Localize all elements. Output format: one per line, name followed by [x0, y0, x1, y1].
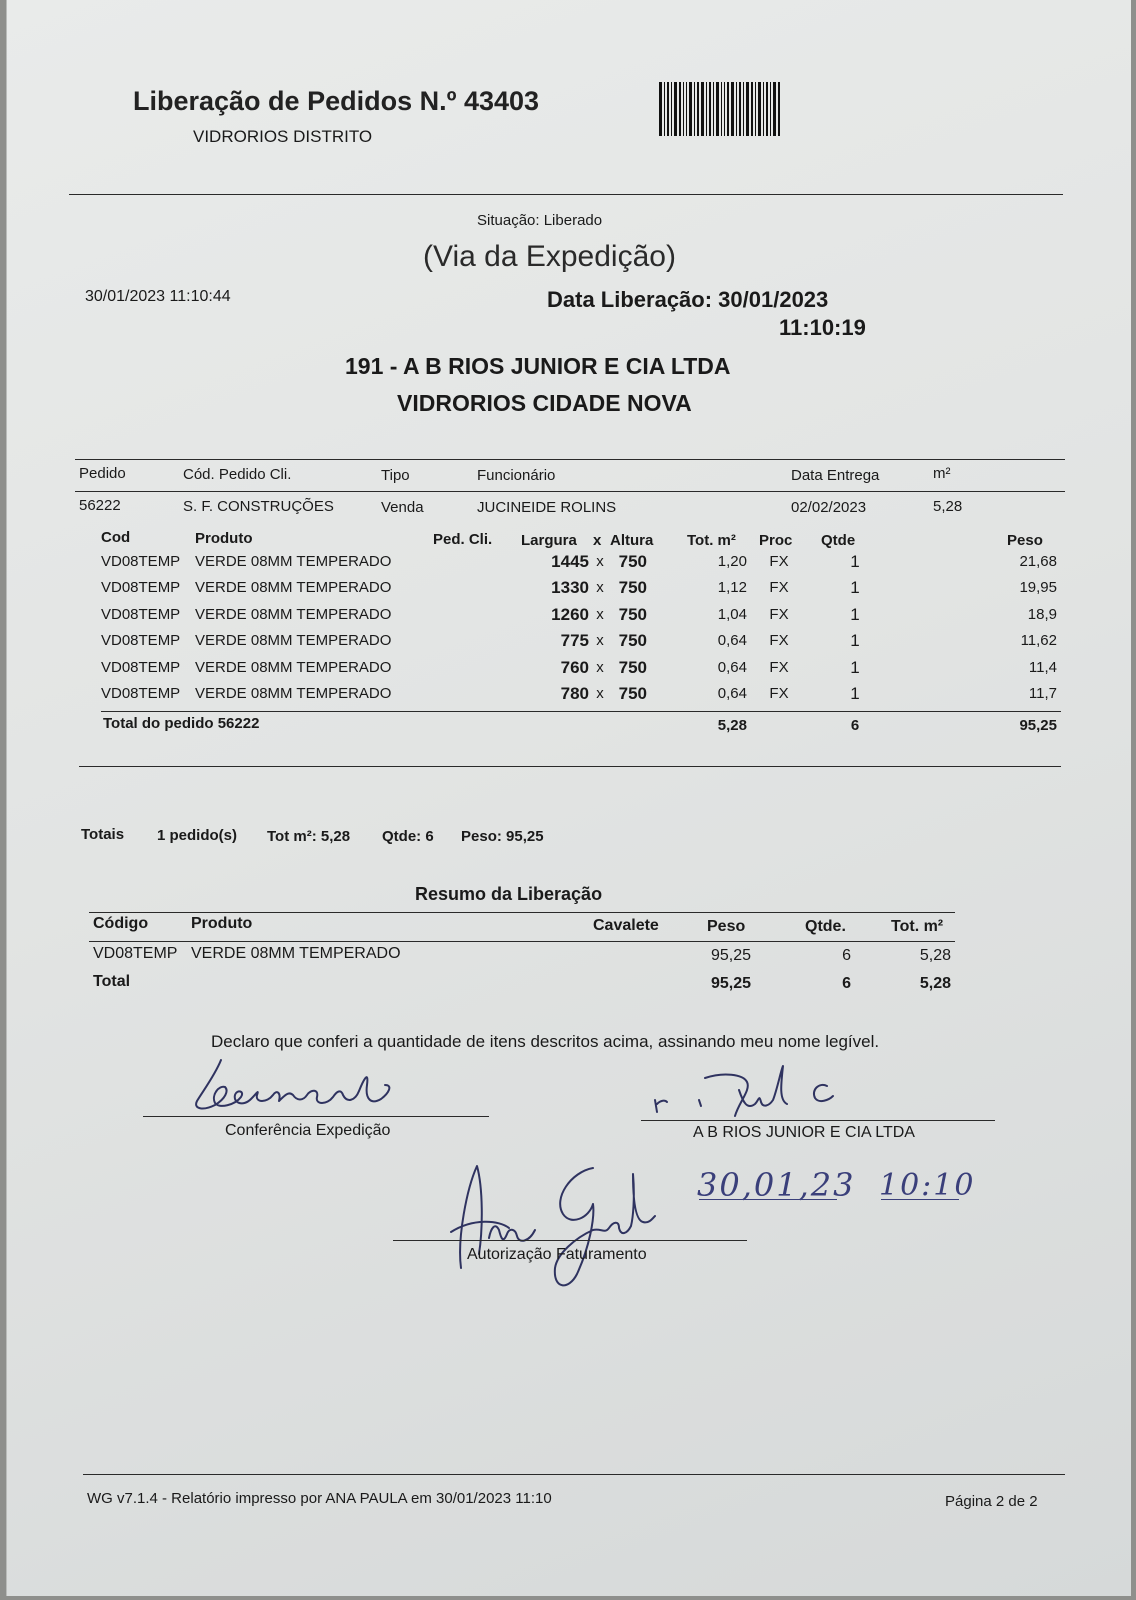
item-proc-cell: FX [769, 658, 789, 676]
barcode-icon [659, 82, 835, 136]
item-altura-cell: 750 [618, 552, 647, 571]
declaration-text: Declaro que conferi a quantidade de itens descritos acima, assinando meu nome legível. [211, 1032, 880, 1051]
resumo-col-qtde: Qtde. [805, 918, 846, 935]
conferencia-signature [185, 1055, 415, 1117]
resumo-total-label: Total [93, 973, 131, 990]
order-pedido-value: 56222 [79, 497, 121, 514]
header-divider [69, 194, 1063, 195]
totais-tot-m2: Tot m²: 5,28 [267, 828, 351, 845]
item-largura-cell: 1330 [551, 578, 589, 598]
handwritten-date-underline [699, 1199, 837, 1200]
item-largura-cell: 760 [560, 657, 589, 677]
resumo-col-tot-m2: Tot. m² [891, 918, 944, 935]
resumo-col-cavalete: Cavalete [593, 917, 659, 934]
item-x-cell: x [596, 553, 604, 570]
autorizacao-label: Autorização Faturamento [467, 1246, 647, 1263]
item-produto-cell: VERDE 08MM TEMPERADO [195, 685, 392, 702]
resumo-row-produto: VERDE 08MM TEMPERADO [191, 945, 401, 962]
store-line: VIDRORIOS CIDADE NOVA [397, 390, 692, 416]
order-m2-value: 5,28 [933, 498, 963, 515]
resumo-total-peso: 95,25 [710, 975, 751, 992]
resumo-total-qtde: 6 [842, 975, 851, 992]
handwritten-date: 30,01,23 [697, 1166, 856, 1204]
items-total-tot-m2: 5,28 [717, 717, 747, 734]
item-altura-cell: 750 [618, 684, 647, 703]
items-col-peso: Peso [1007, 532, 1043, 549]
item-proc-cell: FX [769, 553, 789, 570]
item-qtde-cell: 1 [850, 631, 860, 651]
totais-qtde: Qtde: 6 [382, 828, 434, 845]
items-col-x: x [593, 532, 602, 549]
autorizacao-signature [443, 1158, 663, 1294]
item-produto-cell: VERDE 08MM TEMPERADO [195, 579, 392, 597]
data-liberacao: Data Liberação: 30/01/2023 [547, 287, 829, 312]
order-cod-pedido-cli-value: S. F. CONSTRUÇÕES [183, 498, 334, 515]
item-tot-m2-cell: 1,04 [717, 605, 747, 623]
order-funcionario-value: JUCINEIDE ROLINS [477, 499, 617, 516]
item-tot-m2-cell: 1,20 [717, 553, 747, 570]
item-largura-cell: 780 [560, 684, 589, 703]
item-x-cell: x [596, 658, 604, 676]
items-col-cod: Cod [101, 529, 131, 546]
company-label: A B RIOS JUNIOR E CIA LTDA [693, 1124, 915, 1141]
item-produto-cell: VERDE 08MM TEMPERADO [195, 553, 392, 570]
item-largura-cell: 1445 [551, 552, 589, 571]
document-title: Liberação de Pedidos N.º 43403 [133, 86, 540, 116]
items-bottom-rule [79, 766, 1061, 767]
item-altura-cell: 750 [618, 578, 647, 598]
item-cod-cell: VD08TEMP [101, 685, 181, 702]
item-peso-cell: 11,4 [1028, 658, 1057, 676]
resumo-title: Resumo da Liberação [415, 884, 603, 904]
item-cod-cell: VD08TEMP [101, 553, 181, 570]
item-tot-m2-cell: 0,64 [717, 632, 747, 650]
item-tot-m2-cell: 0,64 [717, 685, 747, 702]
company-signature [647, 1060, 857, 1126]
footer-rule [83, 1474, 1065, 1475]
resumo-row-qtde: 6 [842, 947, 851, 964]
footer-report-info: WG v7.1.4 - Relatório impresso por ANA PAULA em 30/01/2023 11:10 [87, 1490, 552, 1507]
item-x-cell: x [596, 579, 604, 597]
items-col-altura: Altura [610, 532, 654, 549]
item-altura-cell: 750 [618, 631, 647, 651]
item-qtde-cell: 1 [850, 604, 860, 624]
conferencia-label: Conferência Expedição [225, 1122, 391, 1139]
item-qtde-cell: 1 [850, 578, 860, 598]
order-header-rule [75, 491, 1065, 492]
item-altura-cell: 750 [618, 604, 647, 624]
resumo-header-rule [89, 941, 955, 942]
print-datetime: 30/01/2023 11:10:44 [85, 288, 231, 305]
item-tot-m2-cell: 0,64 [717, 658, 747, 676]
item-peso-cell: 21,68 [1019, 553, 1057, 570]
autorizacao-signature-line [393, 1240, 747, 1241]
item-qtde-cell: 1 [850, 552, 860, 571]
item-proc-cell: FX [769, 605, 789, 623]
client-line: 191 - A B RIOS JUNIOR E CIA LTDA [345, 353, 731, 379]
item-proc-cell: FX [769, 685, 789, 702]
item-produto-cell: VERDE 08MM TEMPERADO [195, 605, 392, 623]
resumo-total-tot-m2: 5,28 [919, 975, 951, 992]
item-cod-cell: VD08TEMP [101, 632, 181, 650]
resumo-row-tot-m2: 5,28 [919, 947, 951, 964]
item-x-cell: x [596, 632, 604, 650]
col-m2: m² [933, 465, 951, 482]
totais-pedidos: 1 pedido(s) [157, 827, 238, 844]
handwritten-time: 10:10 [879, 1168, 976, 1203]
company-signature-line [641, 1120, 995, 1121]
item-cod-cell: VD08TEMP [101, 658, 181, 676]
resumo-col-produto: Produto [191, 915, 253, 932]
item-largura-cell: 1260 [551, 604, 589, 624]
item-proc-cell: FX [769, 579, 789, 597]
resumo-col-peso: Peso [707, 918, 746, 935]
item-qtde-cell: 1 [850, 657, 860, 677]
hora-liberacao: 11:10:19 [779, 315, 866, 340]
totais-peso: Peso: 95,25 [461, 828, 544, 845]
company-name: VIDRORIOS DISTRITO [193, 127, 373, 146]
item-altura-cell: 750 [618, 657, 647, 677]
col-pedido: Pedido [79, 465, 126, 482]
handwritten-time-underline [881, 1199, 959, 1200]
resumo-row-codigo: VD08TEMP [93, 945, 178, 962]
resumo-col-codigo: Código [93, 915, 149, 932]
items-col-largura: Largura [521, 532, 577, 549]
item-x-cell: x [596, 685, 604, 702]
col-funcionario: Funcionário [477, 467, 556, 484]
item-tot-m2-cell: 1,12 [717, 579, 747, 597]
items-total-peso: 95,25 [1019, 717, 1057, 734]
item-qtde-cell: 1 [850, 684, 860, 703]
conferencia-signature-line [143, 1116, 489, 1117]
items-col-proc: Proc [759, 532, 793, 549]
order-top-rule [75, 459, 1065, 460]
item-cod-cell: VD08TEMP [101, 605, 181, 623]
items-total-label: Total do pedido 56222 [103, 715, 260, 732]
items-total-rule [101, 711, 1061, 712]
col-tipo: Tipo [381, 467, 410, 484]
items-total-qtde: 6 [850, 717, 860, 734]
item-peso-cell: 11,7 [1028, 685, 1057, 702]
resumo-row-peso: 95,25 [710, 947, 751, 964]
footer-page-number: Página 2 de 2 [945, 1493, 1038, 1510]
col-cod-pedido-cli: Cód. Pedido Cli. [183, 466, 292, 483]
item-cod-cell: VD08TEMP [101, 579, 181, 597]
situacao-status: Situação: Liberado [477, 212, 603, 229]
item-largura-cell: 775 [560, 631, 589, 651]
items-col-produto: Produto [195, 530, 253, 547]
item-produto-cell: VERDE 08MM TEMPERADO [195, 658, 392, 676]
order-tipo-value: Venda [381, 499, 424, 516]
resumo-top-rule [89, 912, 955, 913]
via-label: (Via da Expedição) [423, 240, 676, 273]
items-col-qtde: Qtde [821, 532, 856, 549]
col-data-entrega: Data Entrega [791, 467, 880, 484]
totais-label: Totais [81, 826, 125, 843]
item-produto-cell: VERDE 08MM TEMPERADO [195, 632, 392, 650]
document-page [6, 0, 1131, 1596]
order-data-entrega-value: 02/02/2023 [791, 499, 867, 516]
item-x-cell: x [596, 605, 604, 623]
item-peso-cell: 19,95 [1019, 579, 1057, 597]
item-peso-cell: 11,62 [1020, 632, 1057, 650]
items-col-ped-cli: Ped. Cli. [433, 531, 493, 548]
item-proc-cell: FX [769, 632, 789, 650]
items-col-tot-m2: Tot. m² [687, 532, 736, 549]
item-peso-cell: 18,9 [1027, 605, 1057, 623]
